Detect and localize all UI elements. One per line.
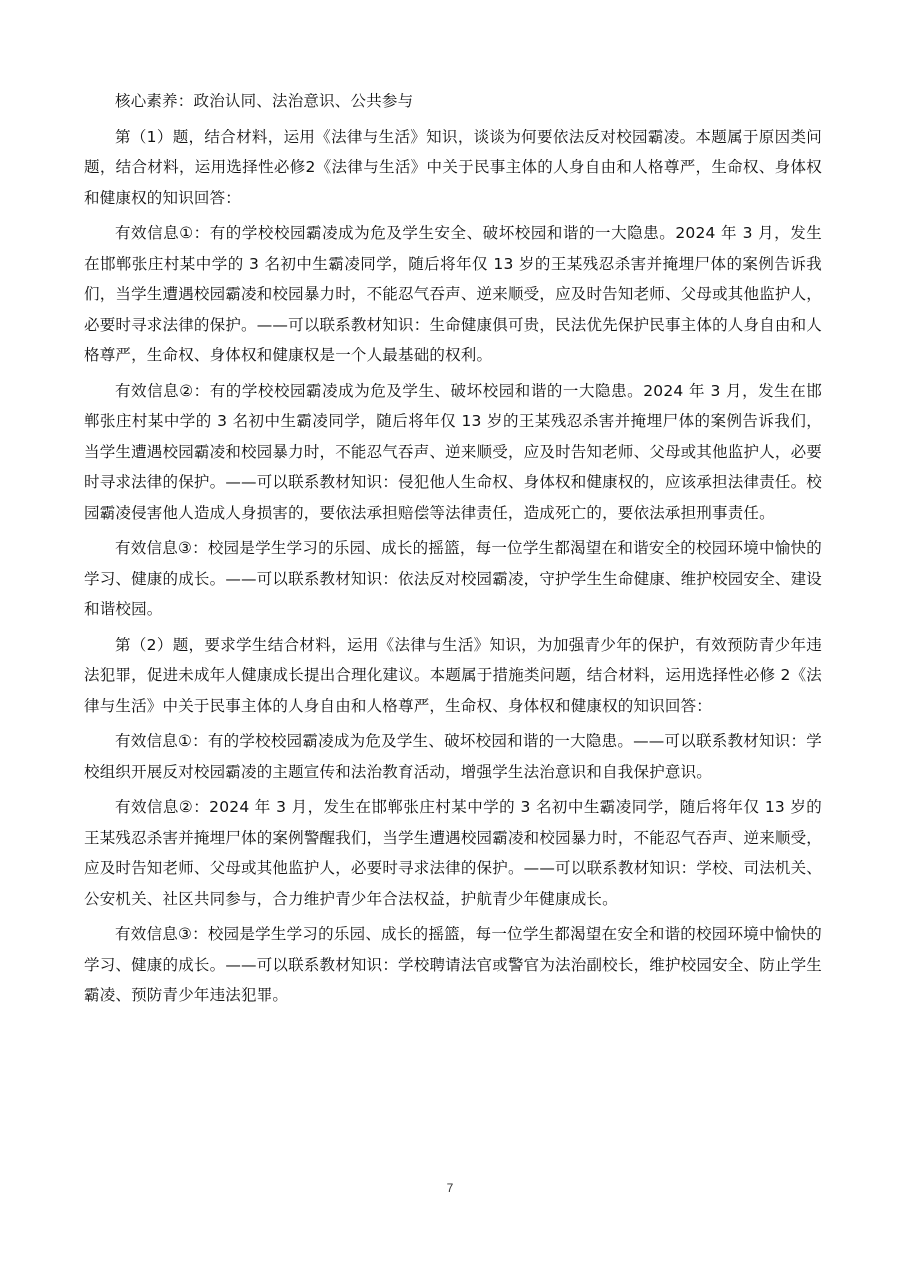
question-2-intro: 第（2）题，要求学生结合材料，运用《法律与生活》知识，为加强青少年的保护，有效预防青少年违法犯罪，促进未成年人健康成长提出合理化建议。本题属于措施类问题，结合材料，运用选择性必修 2《法律与生活》中关于民事主体的人身自由和人格尊严，生命权、身体权和健康权的知识回答： xyxy=(84,635,822,715)
question-2-info-1: 有效信息①：有的学校校园霸凌成为危及学生、破坏校园和谐的一大隐患。——可以联系教材知识：学校组织开展反对校园霸凌的主题宣传和法治教育活动，增强学生法治意识和自我保护意识。 xyxy=(84,732,822,781)
question-1-info-3: 有效信息③：校园是学生学习的乐园、成长的摇篮，每一位学生都渴望在和谐安全的校园环境中愉快的学习、健康的成长。——可以联系教材知识：依法反对校园霸凌，守护学生生命健康、维护校园安全、建设和谐校园。 xyxy=(84,539,822,618)
question-2-info-2: 有效信息②：2024 年 3 月，发生在邯郸张庄村某中学的 3 名初中生霸凌同学，随后将年仅 13 岁的王某残忍杀害并掩埋尸体的案例警醒我们，当学生遭遇校园霸凌和校园暴力时，不能忍气吞声、逆来顺受，应及时告知老师、父母或其他监护人，必要时寻求法律的保护。——可以联系教材知识：学校、司法机关、公安机关、社区共同参与，合力维护青少年合法权益，护航青少年健康成长。 xyxy=(84,798,822,908)
question-1-info-1: 有效信息①：有的学校校园霸凌成为危及学生安全、破坏校园和谐的一大隐患。2024 年 3 月，发生在邯郸张庄村某中学的 3 名初中生霸凌同学，随后将年仅 13 岁的王某残忍杀害并掩埋尸体的案例告诉我们，当学生遭遇校园霸凌和校园暴力时，不能忍气吞声、逆来顺受，应及时告知老师、父母或其他监护人，必要时寻求法律的保护。——可以联系教材知识：生命健康俱可贵，民法优先保护民事主体的人身自由和人格尊严，生命权、身体权和健康权是一个人最基础的权利。 xyxy=(84,224,822,364)
document-body xyxy=(84,86,822,1016)
core-literacy-line: 核心素养：政治认同、法治意识、公共参与 xyxy=(115,92,414,110)
question-1-intro: 第（1）题，结合材料，运用《法律与生活》知识，谈谈为何要依法反对校园霸凌。本题属于原因类问题，结合材料，运用选择性必修2《法律与生活》中关于民事主体的人身自由和人格尊严，生命权、身体权和健康权的知识回答： xyxy=(84,127,822,207)
question-2-info-3: 有效信息③：校园是学生学习的乐园、成长的摇篮，每一位学生都渴望在安全和谐的校园环境中愉快的学习、健康的成长。——可以联系教材知识：学校聘请法官或警官为法治副校长，维护校园安全、防止学生霸凌、预防青少年违法犯罪。 xyxy=(84,925,822,1004)
question-1-info-2: 有效信息②：有的学校校园霸凌成为危及学生、破坏校园和谐的一大隐患。2024 年 3 月，发生在邯郸张庄村某中学的 3 名初中生霸凌同学，随后将年仅 13 岁的王某残忍杀害并掩埋尸体的案例告诉我们，当学生遭遇校园霸凌和校园暴力时，不能忍气吞声、逆来顺受，应及时告知老师、父母或其他监护人，必要时寻求法律的保护。——可以联系教材知识：侵犯他人生命权、身体权和健康权的，应该承担法律责任。校园霸凌侵害他人造成人身损害的，要依法承担赔偿等法律责任，造成死亡的，要依法承担刑事责任。 xyxy=(84,381,822,522)
page-number: 7 xyxy=(446,1181,454,1195)
